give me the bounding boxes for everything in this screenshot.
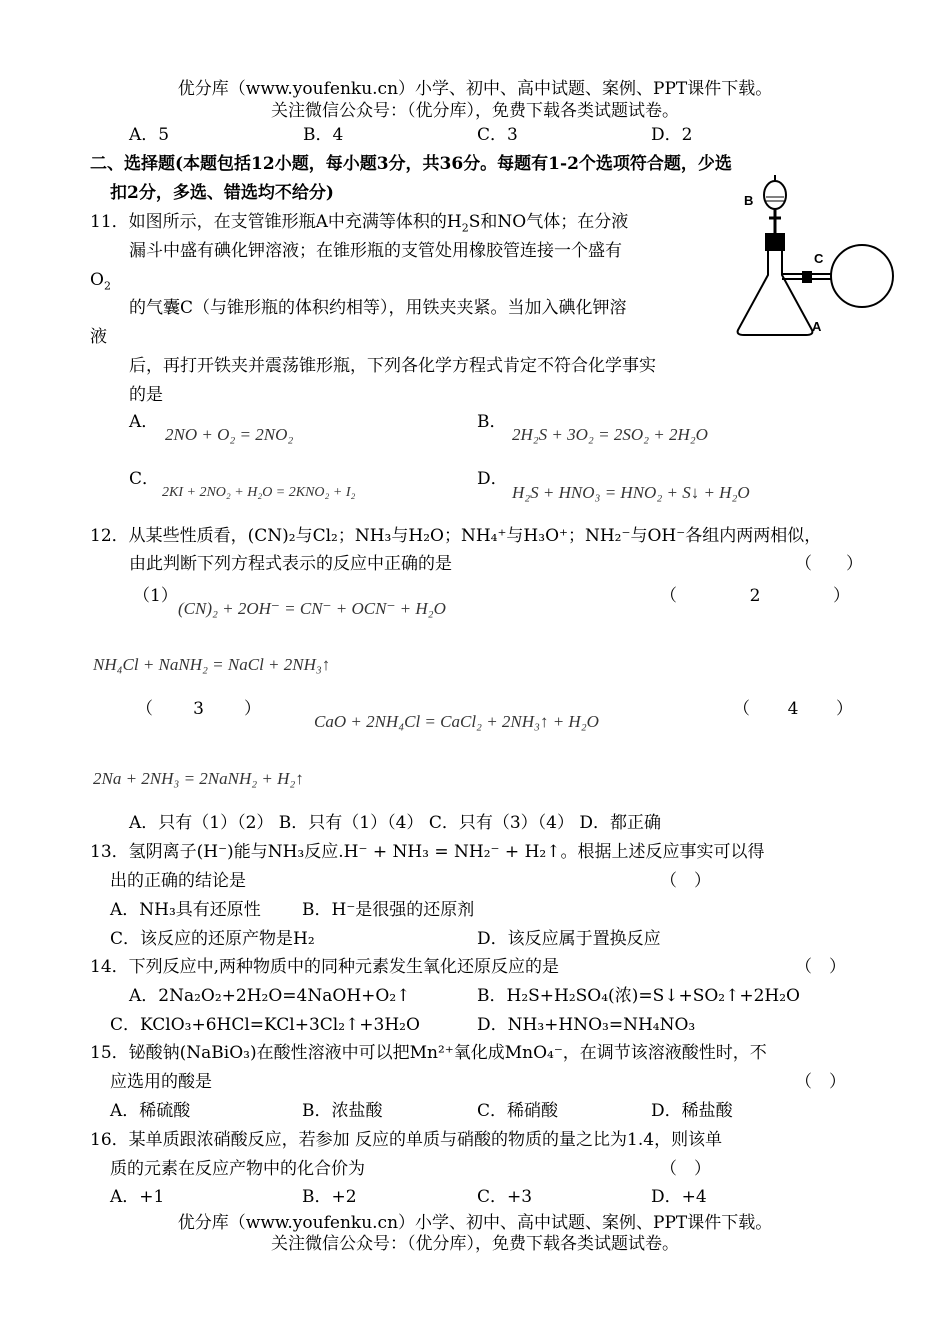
q14-line-1: 14．下列反应中,两种物质中的同种元素发生氧化还原反应的是: [90, 957, 560, 977]
q15-option-d: D．稀盐酸: [651, 1101, 733, 1121]
q11-option-c-equation: 2KI + 2NO₂ + H₂O = 2KNO₂ + I₂: [162, 485, 356, 500]
q16-option-c: C．+3: [477, 1187, 533, 1207]
q13-option-a: A．NH₃具有还原性: [110, 900, 261, 920]
prev-option-d: D．2: [651, 125, 693, 145]
figure-label-c: C: [814, 251, 824, 266]
q11-option-d-equation: H₂S + HNO₃ = HNO₂ + S↓ + H₂O: [512, 483, 750, 502]
q14-option-a: A．2Na₂O₂+2H₂O=4NaOH+O₂↑: [129, 986, 411, 1006]
header-line-2: 关注微信公众号：（优分库），免费下载各类试题试卷。: [271, 101, 679, 121]
q12-item-1-number: （1）: [133, 586, 178, 606]
q11-option-b-equation: 2H₂S + 3O₂ = 2SO₂ + 2H₂O: [512, 425, 708, 444]
q11-line-5: 液: [90, 327, 107, 347]
prev-option-c: C．3: [477, 125, 518, 145]
q11-option-b-label: B．: [477, 412, 507, 432]
q11-line-7: 的是: [129, 385, 163, 405]
q16-line-2: 质的元素在反应产物中的化合价为: [110, 1159, 365, 1179]
q11-option-a-label: A．: [129, 412, 159, 432]
q15-option-b: B．浓盐酸: [302, 1101, 383, 1121]
q12-item-1-equation: (CN)₂ + 2OH⁻ = CN⁻ + OCN⁻ + H₂O: [178, 599, 446, 618]
q15-line-2: 应选用的酸是: [110, 1072, 212, 1092]
q13-option-d: D．该反应属于置换反应: [477, 929, 661, 949]
q11-option-c-label: C．: [129, 469, 160, 489]
q11-line-2: 漏斗中盛有碘化钾溶液；在锥形瓶的支管处用橡胶管连接一个盛有: [129, 241, 622, 261]
q12-item-2-equation: NH₄Cl + NaNH₂ = NaCl + 2NH₃↑: [93, 655, 331, 674]
q13-line-1: 13．氢阴离子(H⁻)能与NH₃反应.H⁻ + NH₃ = NH₂⁻ + H₂↑。根据上述反应事实可以得: [90, 842, 765, 862]
header-line-1: 优分库（www.youfenku.cn）小学、初中、高中试题、案例、PPT课件下载。: [177, 79, 773, 99]
q16-option-a: A．+1: [110, 1187, 165, 1207]
q11-line-3: $O_2$: [90, 270, 111, 293]
q12-item-3-equation: CaO + 2NH₄Cl = CaCl₂ + 2NH₃↑ + H₂O: [314, 712, 599, 731]
q11-option-a-equation: 2NO + O₂ = 2NO₂: [165, 425, 294, 444]
section-heading-line-2: 扣2分，多选、错选均不给分): [110, 183, 334, 203]
footer-line-1: 优分库（www.youfenku.cn）小学、初中、高中试题、案例、PPT课件下载。: [177, 1213, 773, 1233]
figure-label-b: B: [744, 193, 754, 208]
q13-answer-bracket: （ ）: [660, 871, 711, 891]
prev-option-a: A．5: [129, 125, 170, 145]
q15-answer-bracket: （ ）: [795, 1072, 846, 1092]
q15-line-1: 15．铋酸钠(NaBiO₃)在酸性溶液中可以把Mn²⁺氧化成MnO₄⁻，在调节该溶液酸性时，不: [90, 1043, 767, 1063]
prev-option-b: B．4: [303, 125, 344, 145]
q12-item-3-number: （ 3 ）: [136, 699, 261, 719]
q12-answer-bracket: （ ）: [795, 554, 863, 574]
q12-options: A．只有（1）（2） B．只有（1）（4） C．只有（3）（4） D．都正确: [129, 813, 662, 833]
q12-item-4-number: （ 4 ）: [733, 699, 853, 719]
q12-line-2: 由此判断下列方程式表示的反应中正确的是: [129, 554, 452, 574]
q14-option-b: B．H₂S+H₂SO₄(浓)=S↓+SO₂↑+2H₂O: [477, 986, 800, 1006]
section-heading-line-1: 二、选择题(本题包括12小题，每小题3分，共36分。每题有1-2个选项符合题，少选: [90, 154, 732, 174]
q14-option-d: D．NH₃+HNO₃=NH₄NO₃: [477, 1015, 696, 1035]
q13-option-c: C．该反应的还原产物是H₂: [110, 929, 315, 949]
q13-option-b: B．H⁻是很强的还原剂: [302, 900, 475, 920]
q16-option-b: B．+2: [302, 1187, 357, 1207]
q14-answer-bracket: （ ）: [795, 957, 846, 977]
q14-option-c: C．KClO₃+6HCl=KCl+3Cl₂↑+3H₂O: [110, 1015, 420, 1035]
q13-line-2: 出的正确的结论是: [110, 871, 246, 891]
q12-item-2-number: （ 2 ）: [660, 586, 850, 606]
q12-line-1: 12．从某些性质看，(CN)₂与Cl₂；NH₃与H₂O；NH₄⁺与H₃O⁺；NH₂⁻与OH⁻各组内两两相似，: [90, 526, 822, 546]
q15-option-a: A．稀硫酸: [110, 1101, 191, 1121]
q15-option-c: C．稀硝酸: [477, 1101, 559, 1121]
footer-line-2: 关注微信公众号：（优分库），免费下载各类试题试卷。: [271, 1234, 679, 1254]
q12-item-4-equation: 2Na + 2NH₃ = 2NaNH₂ + H₂↑: [93, 769, 304, 788]
q16-answer-bracket: （ ）: [660, 1159, 711, 1179]
q11-option-d-label: D．: [477, 469, 508, 489]
q16-line-1: 16．某单质跟浓硝酸反应，若参加 反应的单质与硝酸的物质的量之比为1.4，则该单: [90, 1130, 723, 1150]
q11-line-6: 后，再打开铁夹并震荡锥形瓶，下列各化学方程式肯定不符合化学事实: [129, 356, 656, 376]
q11-line-1: 11．如图所示，在支管锥形瓶A中充满等体积的$H_2S$和NO气体；在分液: [90, 212, 629, 235]
figure-label-a: A: [812, 319, 822, 334]
q16-option-d: D．+4: [651, 1187, 707, 1207]
q11-line-4: 的气囊C（与锥形瓶的体积约相等），用铁夹夹紧。当加入碘化钾溶: [129, 298, 627, 318]
flask-apparatus-figure: [730, 175, 900, 340]
